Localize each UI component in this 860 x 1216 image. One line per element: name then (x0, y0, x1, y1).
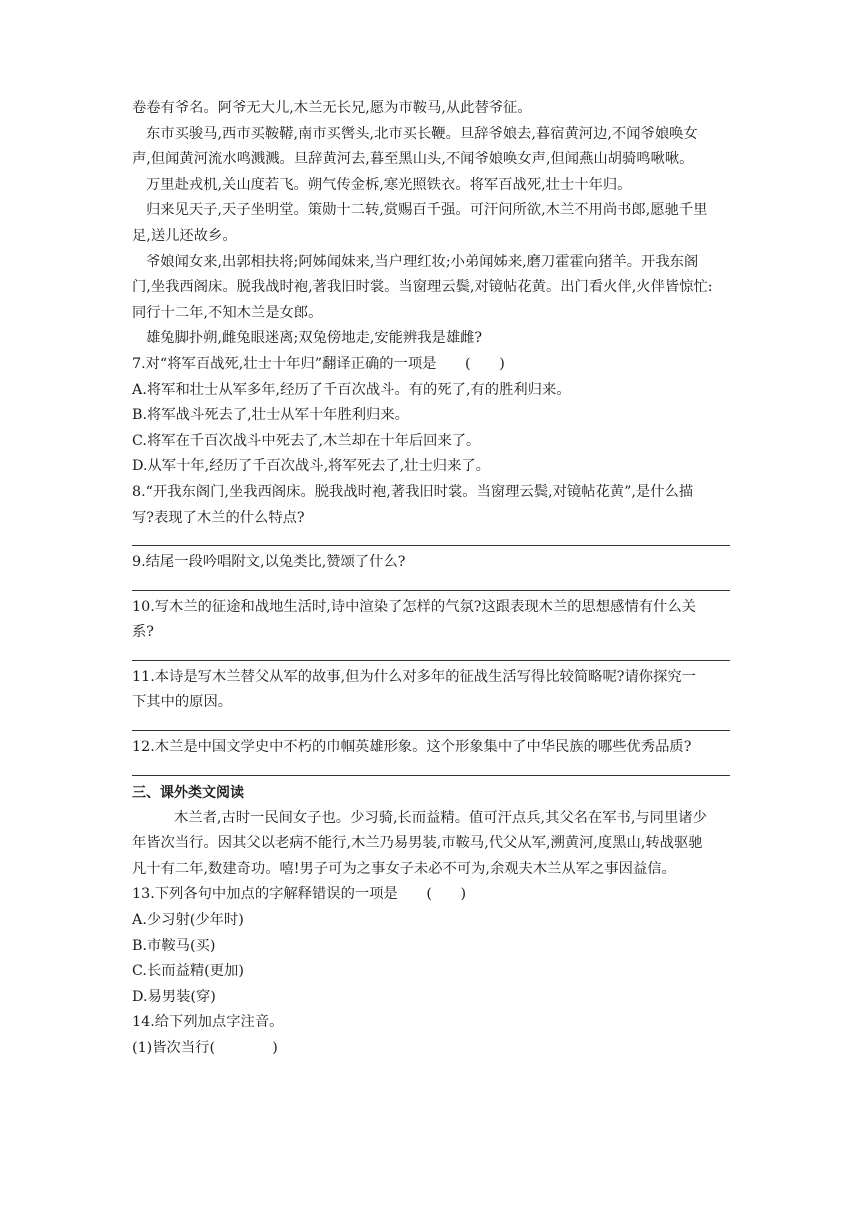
question-14-stem: 14.给下列加点字注音。 (132, 1014, 284, 1031)
poem-line: 同行十二年,不知木兰是女郎。 (132, 304, 323, 321)
passage-line: 凡十有二年,数建奇功。嘻!男子可为之事女子未必不可为,余观夫木兰从军之事因益信。 (132, 860, 676, 877)
poem-line: 爷娘闻女来,出郭相扶将;阿姊闻妹来,当户理红妆;小弟闻姊来,磨刀霍霍向猪羊。开我东阁 (146, 253, 699, 270)
passage-line: 木兰者,古时一民间女子也。少习骑,长而益精。值可汗点兵,其父名在军书,与同里诸少 (174, 809, 707, 826)
poem-line: 雄兔脚扑朔,雌兔眼迷离;双兔傍地走,安能辨我是雄雌? (146, 330, 483, 347)
question-7-option-a: A.将军和壮士从军多年,经历了千百次战斗。有的死了,有的胜利归来。 (132, 381, 571, 398)
question-9-stem: 9.结尾一段吟唱附文,以兔类比,赞颂了什么? (132, 554, 406, 571)
question-11-stem: 11.本诗是写木兰替父从军的故事,但为什么对多年的征战生活写得比较简略呢?请你探究一 (132, 668, 696, 685)
question-14-item-1: (1)皆次当行( ) (132, 1040, 278, 1056)
question-11-stem: 下其中的原因。 (132, 694, 233, 711)
answer-line[interactable] (132, 761, 730, 776)
question-7-option-c: C.将军在千百次战斗中死去了,木兰却在十年后回来了。 (132, 432, 481, 449)
question-7-stem: 7.对“将军百战死,壮士十年归”翻译正确的一项是 ( ) (132, 355, 505, 372)
poem-line: 声,但闻黄河流水鸣溅溅。旦辞黄河去,暮至黑山头,不闻爷娘唤女声,但闻燕山胡骑鸣啾啾。 (132, 151, 694, 168)
passage-line: 年皆次当行。因其父以老病不能行,木兰乃易男装,市鞍马,代父从军,溯黄河,度黑山,转战驱驰 (132, 835, 703, 852)
question-13-option-c: C.长而益精(更加) (132, 963, 244, 980)
question-13-stem: 13.下列各句中加点的字解释错误的一项是 ( ) (132, 886, 467, 903)
question-7-option-b: B.将军战斗死去了,壮士从军十年胜利归来。 (132, 407, 409, 424)
worksheet-page (132, 96, 730, 1062)
poem-line: 门,坐我西阁床。脱我战时袍,著我旧时裳。当窗理云鬓,对镜帖花黄。出门看火伴,火伴皆惊忙: (132, 279, 713, 296)
poem-line: 东市买骏马,西市买鞍鞯,南市买辔头,北市买长鞭。旦辞爷娘去,暮宿黄河边,不闻爷娘唤女 (146, 125, 698, 142)
question-13-option-d: D.易男装(穿) (132, 988, 216, 1005)
poem-line: 足,送儿还故乡。 (132, 227, 237, 244)
question-7-option-d: D.从军十年,经历了千百次战斗,将军死去了,壮士归来了。 (132, 458, 490, 475)
answer-line[interactable] (132, 531, 730, 546)
answer-line[interactable] (132, 716, 730, 731)
section-3-heading: 三、课外类文阅读 (132, 784, 244, 801)
answer-line[interactable] (132, 646, 730, 661)
poem-line: 归来见天子,天子坐明堂。策勋十二转,赏赐百千强。可汗问所欲,木兰不用尚书郎,愿驰千里 (146, 202, 708, 219)
question-8-stem: 写?表现了木兰的什么特点? (132, 509, 305, 526)
question-10-stem: 系? (132, 624, 154, 641)
question-8-stem: 8.“开我东阁门,坐我西阁床。脱我战时袍,著我旧时裳。当窗理云鬓,对镜帖花黄”,是什么描 (132, 483, 694, 500)
poem-line: 万里赴戎机,关山度若飞。朔气传金柝,寒光照铁衣。将军百战死,壮士十年归。 (146, 176, 632, 193)
poem-line: 卷卷有爷名。阿爷无大儿,木兰无长兄,愿为市鞍马,从此替爷征。 (132, 100, 532, 116)
question-12-stem: 12.木兰是中国文学史中不朽的巾帼英雄形象。这个形象集中了中华民族的哪些优秀品质? (132, 739, 692, 756)
answer-line[interactable] (132, 576, 730, 591)
question-13-option-b: B.市鞍马(买) (132, 937, 216, 954)
question-10-stem: 10.写木兰的征途和战地生活时,诗中渲染了怎样的气氛?这跟表现木兰的思想感情有什么关 (132, 598, 696, 615)
question-13-option-a: A.少习射(少年时) (132, 912, 244, 929)
